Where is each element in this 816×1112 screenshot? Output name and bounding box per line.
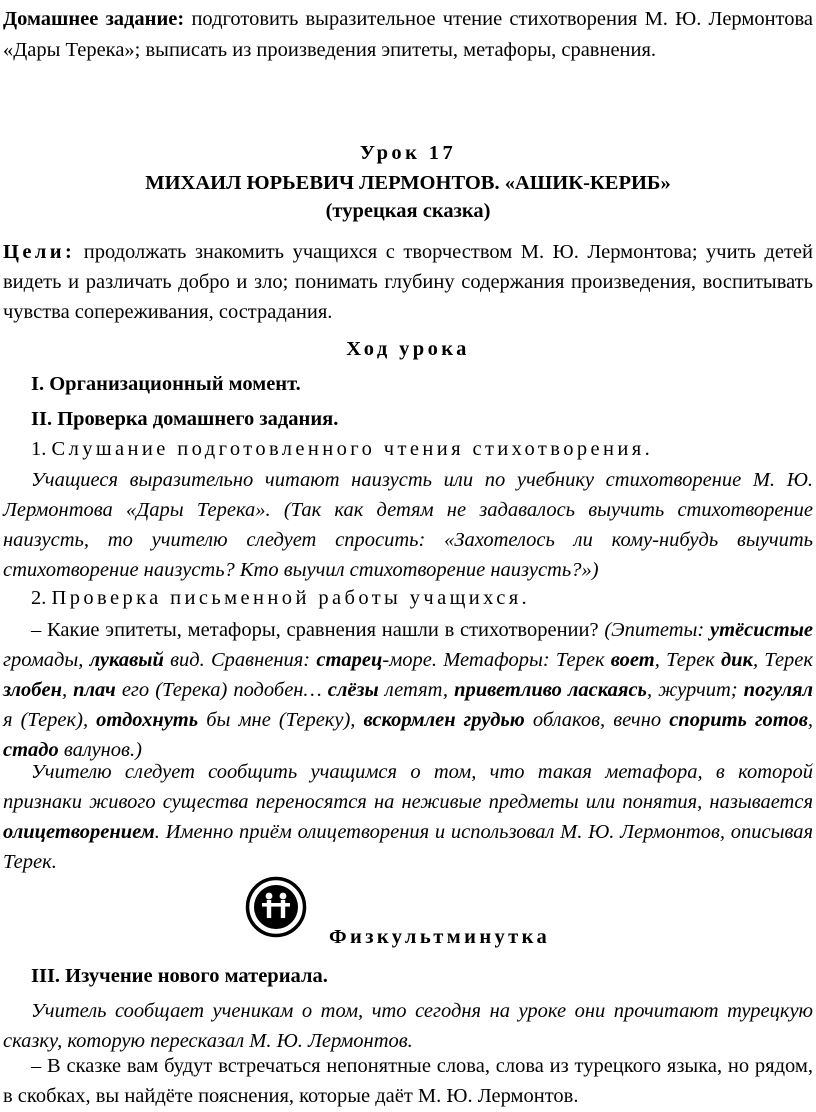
item-2-number: 2. [31,587,47,609]
question-paragraph: – Какие эпитеты, метафоры, сравнения нашли в стихотворении? (Эпитеты: утёсистые громады, лукавый вид. Сравнения: старец-море. Метафоры: Терек воет, Терек дик, Терек злобен, плач его (Терека) подобен… слёзы летят, приветливо ласкаясь, журчит; погулял я (Терек), отдохнуть бы мне (Тереку), вскормлен грудью облаков, вечно спорить готов, стадо валунов.) [3,619,814,761]
item-1-number: 1. [31,438,47,460]
section-2-heading: II. Проверка домашнего задания. [31,408,339,430]
homework-paragraph [3,4,813,65]
lesson-title: МИХАИЛ ЮРЬЕВИЧ ЛЕРМОНТОВ. «АШИК-КЕРИБ» [145,172,671,194]
lesson-subtitle: (турецкая сказка) [325,200,491,222]
course-heading: Ход урока [346,338,470,360]
final-paragraph: – В сказке вам будут встречаться непонятные слова, слова из турецкого языка, но рядом, в скобках, вы найдёте пояснения, которые даёт М. Ю. Лермонтов. [3,1055,813,1107]
physical-break [245,876,815,946]
homework-text: подготовить выразительное чтение стихотворения М. Ю. Лермонтова «Дары Терека»; выписать из произведения эпитеты, метафоры, сравнения. [3,8,813,61]
item-2 [3,583,813,613]
item-1-note: Учащиеся выразительно читают наизусть или по учебнику стихотворение М. Ю. Лермонтова «Дары Терека». (Так как детям не задавалось выучить стихотворение наизусть, то учителю следует спросить: «Захотелось ли кому-нибудь выучить стихотворение наизусть? Кто выучил стихотворение наизусть?») [3,469,813,581]
physical-break-label: Физкультминутка [329,926,551,948]
homework-label: Домашнее задание: [3,8,185,30]
item-1 [3,434,813,464]
lesson-number: Урок 17 [359,142,457,164]
personification-term: олицетворением [3,821,155,843]
new-material-note: Учитель сообщает ученикам о том, что сегодня на уроке они прочитают турецкую сказку, которую пересказал М. Ю. Лермонтов. [3,1000,813,1052]
question-text: – Какие эпитеты, метафоры, сравнения нашли в стихотворении? [31,619,599,641]
two-figures-icon [245,876,307,938]
goals-paragraph [3,237,813,327]
section-1-heading: I. Организационный момент. [31,373,301,395]
goals-label: Цели: [3,241,76,263]
item-2-text: Проверка письменной работы учащихся. [51,587,531,609]
goals-text: продолжать знакомить учащихся с творчеством М. Ю. Лермонтова; учить детей видеть и различать добро и зло; понимать глубину содержания произведения, воспитывать чувства сопереживания, сострадания. [3,241,813,323]
item-1-text: Слушание подготовленного чтения стихотворения. [51,438,654,460]
teacher-note: Учителю следует сообщить учащимся о том, что такая метафора, в которой признаки живого существа переносятся на неживые предметы или понятия, называется олицетворением. Именно приём олицетворения и использовал М. Ю. Лермонтов, описывая Терек. [3,761,813,873]
section-3-heading: III. Изучение нового материала. [31,965,328,987]
